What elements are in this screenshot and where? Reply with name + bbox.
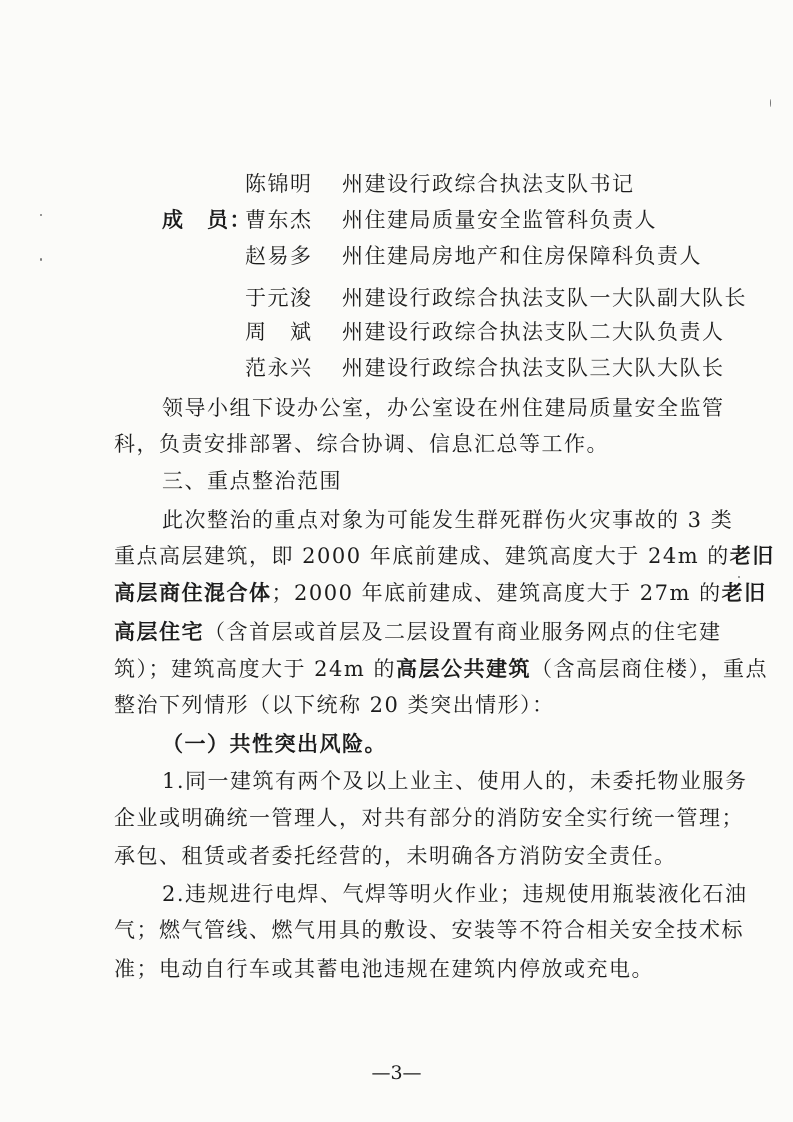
bold-text-run: 老旧 xyxy=(729,543,775,568)
paragraph-line xyxy=(0,578,793,608)
member-role: 州建设行政综合执法支队书记 xyxy=(342,172,635,196)
text-run: 重点高层建筑，即 2000 年底前建成、建筑高度大于 24m 的 xyxy=(114,544,730,568)
text-run: （含高层商住楼），重点 xyxy=(531,657,768,681)
item-text: 气；燃气管线、燃气用具的敷设、安装等不符合相关安全技术标 xyxy=(114,918,744,942)
section-title: 三、重点整治范围 xyxy=(162,469,342,493)
scan-speck xyxy=(770,99,771,107)
paragraph-line xyxy=(0,393,793,423)
member-role: 州建设行政综合执法支队三大队大队长 xyxy=(342,356,725,380)
member-name: 周 斌 xyxy=(245,320,313,344)
member-name: 范永兴 xyxy=(245,356,313,380)
member-role: 州住建局房地产和住房保障科负责人 xyxy=(342,244,702,268)
paragraph-line xyxy=(0,617,793,647)
member-name: 于元浚 xyxy=(245,286,313,310)
member-row xyxy=(0,169,793,199)
scan-speck xyxy=(40,214,42,216)
paragraph-line xyxy=(0,654,793,684)
section-heading xyxy=(0,466,793,496)
text-run: 筑）；建筑高度大于 24m 的 xyxy=(114,657,396,681)
subsection-heading xyxy=(0,729,793,759)
item-text: 1.同一建筑有两个及以上业主、使用人的，未委托物业服务 xyxy=(162,769,748,793)
item-text: 企业或明确统一管理人，对共有部分的消防安全实行统一管理； xyxy=(114,806,744,830)
item-text: 准；电动自行车或其蓄电池违规在建筑内停放或充电。 xyxy=(114,957,654,981)
bold-text-run: 高层公共建筑 xyxy=(396,656,531,681)
scan-speck xyxy=(738,576,740,578)
office-text: 科，负责安排部署、综合协调、信息汇总等工作。 xyxy=(114,432,609,456)
member-role: 州建设行政综合执法支队一大队副大队长 xyxy=(342,286,747,310)
members-label: 成 员： xyxy=(162,207,252,232)
page-number: —3— xyxy=(371,1062,422,1084)
text-run: ；2000 年底前建成、建筑高度大于 27m 的 xyxy=(271,581,722,605)
bold-text-run: 高层住宅 xyxy=(114,619,204,644)
section-text xyxy=(114,654,768,684)
section-text xyxy=(114,541,775,571)
paragraph-line xyxy=(0,766,793,796)
member-row xyxy=(0,317,793,347)
paragraph-line xyxy=(0,803,793,833)
item-text: 承包、租赁或者委托经营的，未明确各方消防安全责任。 xyxy=(114,844,677,868)
item-text: 2.违规进行电焊、气焊等明火作业；违规使用瓶装液化石油 xyxy=(162,882,748,906)
scan-speck xyxy=(40,258,42,261)
paragraph-line xyxy=(0,879,793,909)
member-name: 赵易多 xyxy=(245,244,313,268)
member-row xyxy=(0,241,793,271)
paragraph-line xyxy=(0,841,793,871)
member-row xyxy=(0,205,793,235)
bold-text-run: 高层商住混合体 xyxy=(114,580,272,605)
section-text: 此次整治的重点对象为可能发生群死群伤火灾事故的 3 类 xyxy=(162,508,734,532)
member-row xyxy=(0,283,793,313)
member-role: 州住建局质量安全监管科负责人 xyxy=(342,208,657,232)
paragraph-line xyxy=(0,915,793,945)
section-text xyxy=(114,578,767,608)
member-row xyxy=(0,353,793,383)
paragraph-line xyxy=(0,690,793,720)
member-name: 陈锦明 xyxy=(245,172,313,196)
text-run: （含首层或首层及二层设置有商业服务网点的住宅建 xyxy=(204,620,722,644)
paragraph-line xyxy=(0,505,793,535)
member-role: 州建设行政综合执法支队二大队负责人 xyxy=(342,320,725,344)
section-text: 整治下列情形（以下统称 20 类突出情形）： xyxy=(114,693,555,717)
paragraph-line xyxy=(0,429,793,459)
subsection-title: （一）共性突出风险。 xyxy=(162,731,387,756)
office-text: 领导小组下设办公室，办公室设在州住建局质量安全监管 xyxy=(162,396,725,420)
paragraph-line xyxy=(0,954,793,984)
paragraph-line xyxy=(0,541,793,571)
bold-text-run: 老旧 xyxy=(721,580,767,605)
section-text xyxy=(114,617,722,647)
member-name: 曹东杰 xyxy=(245,208,313,232)
